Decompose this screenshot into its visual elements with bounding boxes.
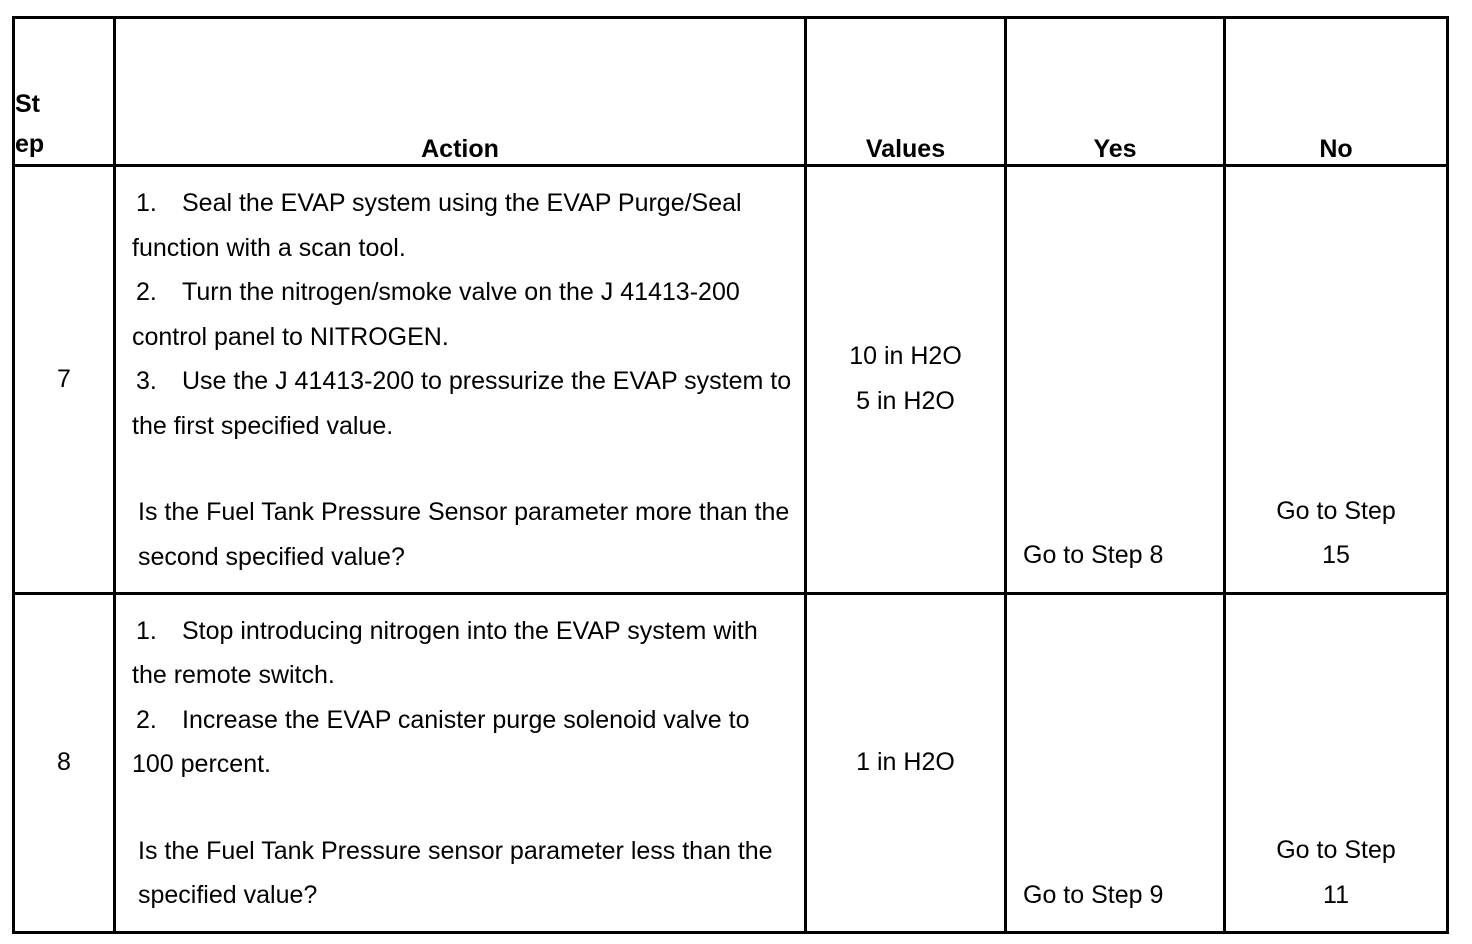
table-row [14, 166, 1448, 593]
header-step-line2: ep [15, 130, 45, 159]
diagnostic-step-table [12, 16, 1449, 934]
no-cell [1225, 166, 1448, 593]
value-entry: 1 in H2O [856, 748, 955, 777]
values-cell [806, 593, 1006, 932]
header-step-line1: St [15, 90, 40, 119]
no-text-line2: 15 [1322, 541, 1350, 570]
action-item [132, 359, 794, 448]
yes-cell: Go to Step 9 [1006, 593, 1225, 932]
yes-cell: Go to Step 8 [1006, 166, 1225, 593]
action-item-text: Increase the EVAP canister purge solenoid valve to 100 percent. [132, 705, 750, 779]
action-item-number: 2. [136, 278, 157, 307]
action-item-text: Turn the nitrogen/smoke valve on the J 41413-200 control panel to NITROGEN. [132, 278, 740, 351]
no-text-line1: Go to Step [1276, 496, 1396, 525]
action-question: Is the Fuel Tank Pressure Sensor parameter more than the second specified value? [138, 498, 790, 571]
action-item-number: 1. [136, 189, 157, 218]
header-step [14, 18, 115, 166]
step-number: 8 [14, 593, 115, 932]
header-row [14, 18, 1448, 166]
values-cell [806, 166, 1006, 593]
action-item [132, 270, 794, 359]
action-item [132, 609, 794, 698]
no-text-line2: 11 [1323, 880, 1349, 909]
action-item-text: Seal the EVAP system using the EVAP Purge/Seal function with a scan tool. [132, 189, 742, 262]
action-item-text: Use the J 41413-200 to pressurize the EVAP system to the first specified value. [132, 367, 792, 440]
action-item [132, 181, 794, 270]
action-item [132, 698, 794, 787]
table-row [14, 593, 1448, 932]
no-cell [1225, 593, 1448, 932]
action-cell [115, 593, 806, 932]
header-values: Values [806, 18, 1006, 166]
step-number: 7 [14, 166, 115, 593]
value-entry: 5 in H2O [856, 387, 955, 416]
value-entry: 10 in H2O [849, 342, 962, 371]
action-item-number: 3. [136, 367, 157, 396]
action-cell [115, 166, 806, 593]
action-item-number: 1. [136, 616, 157, 645]
header-yes: Yes [1006, 18, 1225, 166]
action-item-text: Stop introducing nitrogen into the EVAP system with the remote switch. [132, 616, 758, 690]
header-no: No [1225, 18, 1448, 166]
no-text-line1: Go to Step [1276, 836, 1396, 864]
action-item-number: 2. [136, 705, 157, 734]
header-action: Action [115, 18, 806, 166]
action-question: Is the Fuel Tank Pressure sensor parameter less than the specified value? [138, 836, 773, 910]
